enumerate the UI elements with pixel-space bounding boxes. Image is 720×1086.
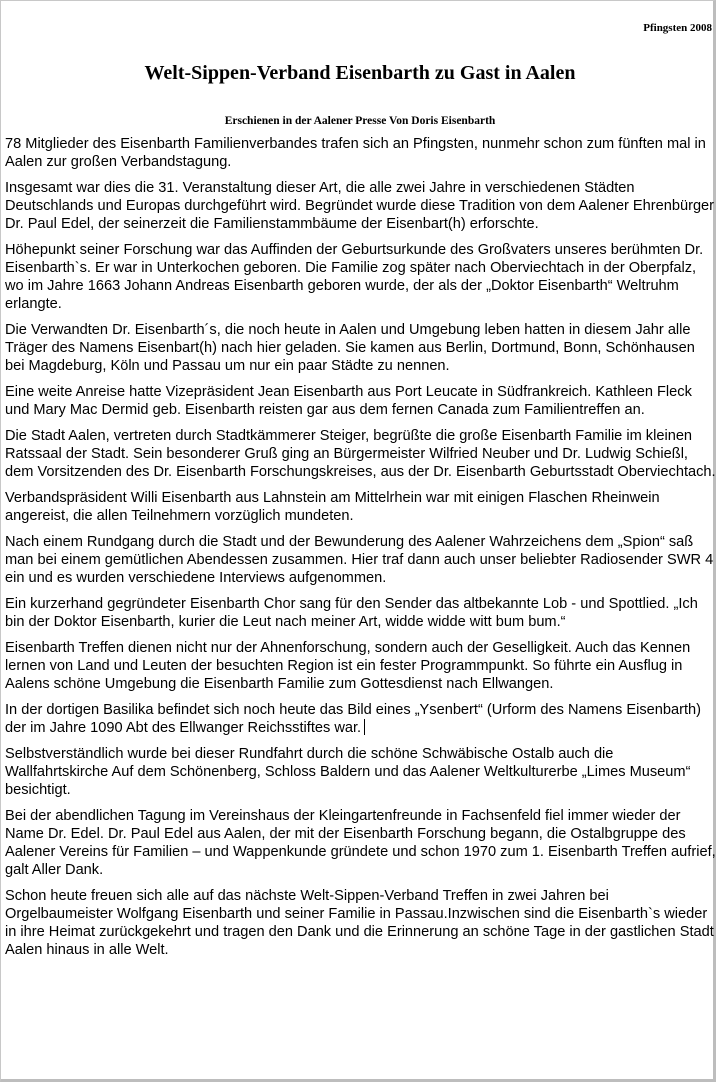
paragraph: Die Stadt Aalen, vertreten durch Stadtkämmerer Steiger, begrüßte die große Eisenbarth Familie im kleinen Ratssaal der Stadt. Sein besonderer Gruß ging an Bürgermeister Wilfried Neuber und Dr. Ludwig Schießl, dem Vorsitzenden des Dr. Eisenbarth Forschungskreises, aus der Dr. Eisenbarth Geburtsstadt Oberviechtach. [5, 428, 716, 480]
paragraph: Nach einem Rundgang durch die Stadt und der Bewunderung des Aalener Wahrzeichens dem „Spion“ saß man bei einem gemütlichen Abendessen zusammen. Hier traf dann auch unser beliebter Radiosender SWR 4 ein und es wurden verschiedene Interviews aufgenommen. [5, 534, 714, 586]
paragraph: Insgesamt war dies die 31. Veranstaltung dieser Art, die alle zwei Jahre in verschiedenen Städten Deutschlands und Europas durchgeführt wird. Begründet wurde diese Tradition von dem Aalener Ehrenbürger Dr. Paul Edel, der seinerzeit die Familienstammbäume der Eisenbart(h) erforschte. [5, 180, 715, 232]
article-body[interactable] [5, 135, 716, 967]
article-byline: Erschienen in der Aalener Presse Von Doris Eisenbarth [224, 115, 496, 127]
paragraph: Schon heute freuen sich alle auf das nächste Welt-Sippen-Verband Treffen in zwei Jahren bei Orgelbaumeister Wolfgang Eisenbarth und seiner Familie in Passau.Inzwischen sind die Eisenbarth`s wieder in ihre Heimat zurückgekehrt und tragen den Dank und die Erinnerung an schöne Tage in der gastlichen Stadt Aalen hinaus in alle Welt. [5, 888, 714, 958]
paragraph: Verbandspräsident Willi Eisenbarth aus Lahnstein am Mittelrhein war mit einigen Flaschen Rheinwein angereist, die allen Teilnehmern vorzüglich mundeten. [5, 490, 660, 524]
paragraph: 78 Mitglieder des Eisenbarth Familienverbandes trafen sich an Pfingsten, nunmehr schon zum fünften mal in Aalen zur großen Verbandstagung. [5, 136, 706, 170]
article-title: Welt-Sippen-Verband Eisenbarth zu Gast in Aalen [144, 62, 576, 84]
paragraph: Die Verwandten Dr. Eisenbarth´s, die noch heute in Aalen und Umgebung leben hatten in diesem Jahr alle Träger des Namens Eisenbart(h) nach hier geladen. Sie kamen aus Berlin, Dortmund, Bonn, Schönhausen bei Magdeburg, Köln und Passau um nur ein paar Städte zu nennen. [5, 322, 695, 374]
date-line: Pfingsten 2008 [643, 22, 712, 34]
paragraph: Eisenbarth Treffen dienen nicht nur der Ahnenforschung, sondern auch der Geselligkeit. Auch das Kennen lernen von Land und Leuten der besuchten Region ist ein fester Programmpunkt. So führte ein Ausflug in Aalens schöne Umgebung die Eisenbarth Familie zum Gottesdienst nach Ellwangen. [5, 640, 691, 692]
paragraph-with-caret [5, 701, 716, 737]
paragraph: Eine weite Anreise hatte Vizepräsident Jean Eisenbarth aus Port Leucate in Südfrankreich. Kathleen Fleck und Mary Mac Dermid geb. Eisenbarth reisten gar aus dem fernen Canada zum Familientreffen an. [5, 384, 692, 418]
paragraph: Bei der abendlichen Tagung im Vereinshaus der Kleingartenfreunde in Fachsenfeld fiel immer wieder der Name Dr. Edel. Dr. Paul Edel aus Aalen, der mit der Eisenbarth Forschung begann, die Ostalbgruppe des Aalener Vereins für Familien – und Wappenkunde gründete und schon 1970 zum 1. Eisenbarth Treffen aufrief, galt Aller Dank. [5, 808, 716, 878]
paragraph: Ein kurzerhand gegründeter Eisenbarth Chor sang für den Sender das altbekannte Lob - und Spottlied. „Ich bin der Doktor Eisenbarth, kurier die Leut nach meiner Art, widde widde witt bum bum.“ [5, 596, 698, 630]
paragraph: Höhepunkt seiner Forschung war das Auffinden der Geburtsurkunde des Großvaters unseres berühmten Dr. Eisenbarth`s. Er war in Unterkochen geboren. Die Familie zog später nach Oberviechtach in der Oberpfalz, wo im Jahre 1663 Johann Andreas Eisenbarth geboren wurde, der als der „Doktor Eisenbarth“ Weltruhm erlangte. [5, 242, 704, 312]
text-cursor [364, 719, 365, 735]
paragraph-text: In der dortigen Basilika befindet sich noch heute das Bild eines „Ysenbert“ (Urform des Namens Eisenbarth) der im Jahre 1090 Abt des Ellwanger Reichsstiftes war. [5, 702, 701, 736]
paragraph: Selbstverständlich wurde bei dieser Rundfahrt durch die schöne Schwäbische Ostalb auch die Wallfahrtskirche Auf dem Schönenberg, Schloss Baldern und das Aalener Weltkulturerbe „Limes Museum“ besichtigt. [5, 746, 691, 798]
